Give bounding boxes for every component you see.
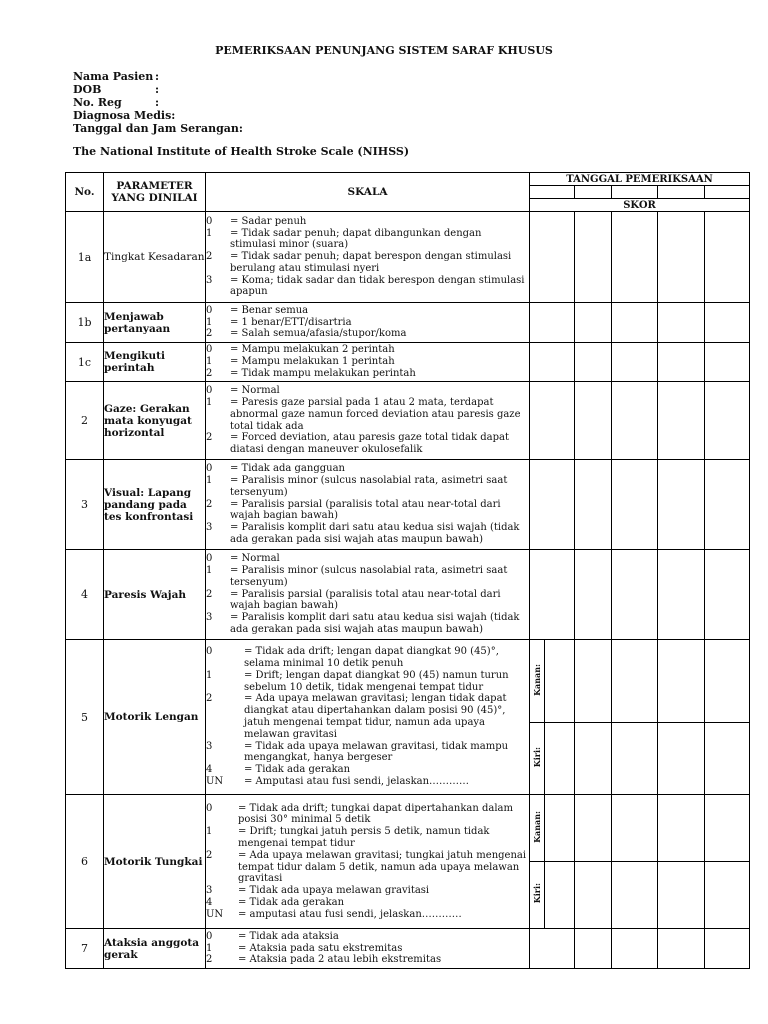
scale-option: [206, 305, 529, 317]
scale-option: [206, 553, 529, 565]
scale-option: [206, 317, 529, 329]
option-text: = Ada upaya melawan gravitasi; lengan tidak dapat diangkat atau dipertahankan dalam posisi 90 (45)°, jatuh mengenai tempat tidur, namun ada upaya melawan gravitasi: [244, 693, 507, 740]
option-text: = Mampu melakukan 1 perintah: [230, 356, 395, 368]
score-cell[interactable]: [612, 795, 658, 862]
option-code: 1: [206, 316, 213, 328]
score-cell[interactable]: [612, 303, 658, 343]
score-cell[interactable]: [575, 929, 612, 969]
score-cell[interactable]: [612, 723, 658, 795]
score-cell[interactable]: [575, 640, 612, 723]
option-text: = Tidak ada ataksia: [238, 930, 339, 942]
option-code: 2: [206, 693, 213, 705]
scale-option: [206, 251, 529, 275]
option-text: = Ataksia pada 2 atau lebih ekstremitas: [238, 954, 442, 966]
parameter-name: Motorik Tungkai: [104, 795, 206, 929]
row-number: 4: [66, 550, 104, 640]
option-text: = Mampu melakukan 2 perintah: [230, 344, 395, 356]
date-cell[interactable]: [658, 186, 705, 199]
option-code: 3: [206, 612, 213, 624]
scale-option: [206, 228, 529, 252]
option-code: 2: [206, 498, 213, 510]
dob-field[interactable]: [73, 83, 159, 96]
option-text: = Tidak ada gerakan: [244, 764, 351, 776]
option-code: 0: [206, 304, 213, 316]
option-text: = Tidak ada gangguan: [230, 463, 345, 475]
side-right: [530, 795, 545, 862]
scale-option: [206, 522, 529, 546]
field-separator: :: [155, 70, 160, 83]
scale-option: [206, 397, 529, 432]
option-text: = amputasi atau fusi sendi, jelaskan…………: [238, 908, 462, 920]
score-cell[interactable]: [705, 929, 750, 969]
scale-option: [206, 693, 529, 740]
scale-options: [206, 303, 530, 343]
score-cell[interactable]: [705, 723, 750, 795]
side-label: Kanan:: [532, 810, 542, 843]
score-cell[interactable]: [612, 929, 658, 969]
side-label: Kiri:: [532, 883, 542, 904]
score-cell[interactable]: [705, 550, 750, 640]
side-right: [530, 640, 545, 723]
score-cell[interactable]: [530, 212, 575, 303]
row-number: 1b: [66, 303, 104, 343]
option-code: 0: [206, 215, 213, 227]
score-cell[interactable]: [575, 862, 612, 929]
score-cell[interactable]: [658, 862, 705, 929]
option-code: 0: [206, 802, 213, 814]
score-cell[interactable]: [530, 929, 575, 969]
option-code: 2: [206, 588, 213, 600]
scale-option: [206, 764, 529, 776]
option-code: 3: [206, 274, 213, 286]
row-number: 7: [66, 929, 104, 969]
option-text: = Tidak ada drift; tungkai dapat dipertahankan dalam posisi 30° minimal 5 detik: [238, 802, 513, 826]
score-cell[interactable]: [658, 343, 705, 382]
score-cell[interactable]: [545, 795, 575, 862]
parameter-name: Ataksia anggota gerak: [104, 929, 206, 969]
option-code: 3: [206, 740, 213, 752]
option-code: UN: [206, 908, 224, 920]
scale-options: [206, 460, 530, 550]
row-number: 6: [66, 795, 104, 929]
score-cell[interactable]: [705, 795, 750, 862]
option-text: = Paresis gaze parsial pada 1 atau 2 mata, terdapat abnormal gaze namun forced deviation atau paresis gaze total tidak ada: [230, 396, 521, 432]
option-text: = Benar semua: [230, 304, 309, 316]
field-label: DOB: [73, 83, 102, 96]
option-code: 1: [206, 475, 213, 486]
option-code: 4: [206, 896, 213, 908]
option-text: = Drift; tungkai jatuh persis 5 detik, namun tidak mengenai tempat tidur: [238, 826, 490, 849]
scale-option: [206, 499, 529, 523]
score-cell[interactable]: [575, 382, 612, 460]
score-cell[interactable]: [530, 550, 575, 640]
score-cell[interactable]: [705, 460, 750, 550]
field-label: Tanggal dan Jam Serangan:: [73, 122, 243, 135]
option-text: = Amputasi atau fusi sendi, jelaskan…………: [244, 775, 470, 787]
score-cell[interactable]: [705, 862, 750, 929]
option-text: = Tidak sadar penuh; dapat berespon dengan stimulasi berulang atau stimulasi nyeri: [230, 251, 512, 274]
score-cell[interactable]: [658, 640, 705, 723]
option-text: = Ada upaya melawan gravitasi; tungkai jatuh mengenai tempat tidur dalam 5 detik, namun ada upaya melawan gravitasi: [238, 849, 527, 885]
scale-option: [206, 646, 529, 670]
header-skala: SKALA: [206, 173, 530, 212]
option-code: 0: [206, 930, 213, 942]
field-separator: :: [155, 83, 160, 96]
score-cell[interactable]: [658, 460, 705, 550]
header-no: No.: [66, 173, 104, 212]
date-cell[interactable]: [530, 186, 575, 199]
option-code: 1: [206, 942, 213, 954]
option-code: 0: [206, 385, 213, 397]
scale-option: [206, 741, 529, 765]
score-cell[interactable]: [575, 303, 612, 343]
row-number: 1a: [66, 212, 104, 303]
date-cell[interactable]: [612, 186, 658, 199]
score-cell[interactable]: [530, 343, 575, 382]
option-code: 1: [206, 356, 213, 368]
option-text: = Normal: [230, 553, 280, 565]
scale-option: [206, 589, 529, 613]
parameter-name: Visual: Lapang pandang pada tes konfrontasi: [104, 460, 206, 550]
parameter-name: Motorik Lengan: [104, 640, 206, 795]
score-cell[interactable]: [612, 212, 658, 303]
header-tanggal-pemeriksaan: TANGGAL PEMERIKSAAN: [530, 173, 750, 186]
option-code: 1: [206, 669, 213, 681]
field-separator: :: [155, 96, 160, 109]
option-code: 2: [206, 251, 213, 263]
scale-option: [206, 931, 529, 943]
option-code: 2: [206, 328, 213, 340]
scale-options: [206, 382, 530, 460]
scale-options: [206, 343, 530, 382]
option-text: = Paralisis minor (sulcus nasolabial rata, asimetri saat tersenyum): [230, 565, 508, 588]
option-code: 2: [206, 432, 213, 444]
header-parameter: [104, 173, 206, 212]
scale-option: [206, 216, 529, 228]
score-cell[interactable]: [612, 343, 658, 382]
date-cell[interactable]: [575, 186, 612, 199]
scale-option: [206, 909, 529, 921]
score-cell[interactable]: [658, 382, 705, 460]
scale-options: [206, 550, 530, 640]
option-text: = Tidak mampu melakukan perintah: [230, 367, 416, 379]
scale-option: [206, 356, 529, 368]
option-text: = Tidak ada upaya melawan gravitasi: [238, 885, 430, 897]
score-cell[interactable]: [705, 212, 750, 303]
option-text: = Tidak ada drift; lengan dapat diangkat 90 (45)°, selama minimal 10 detik penuh: [244, 646, 499, 670]
row-number: 1c: [66, 343, 104, 382]
parameter-name: Gaze: Gerakan mata konyugat horizontal: [104, 382, 206, 460]
score-cell[interactable]: [530, 460, 575, 550]
option-text: = Tidak sadar penuh; dapat dibangunkan dengan stimulasi minor (suara): [230, 227, 482, 251]
row-number: 2: [66, 382, 104, 460]
scale-option: [206, 368, 529, 380]
score-cell[interactable]: [530, 303, 575, 343]
parameter-name: Menjawab pertanyaan: [104, 303, 206, 343]
field-label: Diagnosa Medis:: [73, 109, 176, 122]
scale-option: [206, 328, 529, 340]
scale-option: [206, 803, 529, 827]
side-label: Kanan:: [532, 663, 542, 696]
option-code: 0: [206, 344, 213, 356]
scale-option: [206, 943, 529, 955]
score-cell[interactable]: [575, 723, 612, 795]
option-text: = Koma; tidak sadar dan tidak berespon dengan stimulasi apapun: [230, 274, 525, 298]
score-cell[interactable]: [658, 795, 705, 862]
diagnosis-field[interactable]: [73, 109, 175, 122]
header-parameter-label: PARAMETER YANG DINILAI: [111, 180, 198, 204]
reg-number-field[interactable]: [73, 96, 159, 109]
option-text: = Paralisis minor (sulcus nasolabial rata, asimetri saat tersenyum): [230, 475, 508, 498]
score-cell[interactable]: [575, 795, 612, 862]
scale-option: [206, 463, 529, 475]
option-text: = Tidak ada upaya melawan gravitasi, tidak mampu mengangkat, hanya bergeser: [244, 740, 509, 764]
parameter-name: Paresis Wajah: [104, 550, 206, 640]
score-cell[interactable]: [705, 382, 750, 460]
page-title: PEMERIKSAAN PENUNJANG SISTEM SARAF KHUSUS: [215, 44, 553, 57]
option-text: = Paralisis parsial (paralisis total atau near-total dari wajah bagian bawah): [230, 588, 501, 612]
option-text: = Paralisis komplit dari satu atau kedua sisi wajah (tidak ada gerakan pada sisi wajah atas maupun bawah): [230, 612, 520, 635]
onset-datetime-field[interactable]: [73, 122, 243, 135]
score-cell[interactable]: [575, 343, 612, 382]
option-text: = Sadar penuh: [230, 215, 307, 227]
side-left: [530, 723, 545, 795]
row-number: 3: [66, 460, 104, 550]
field-label: Nama Pasien: [73, 70, 154, 83]
option-code: 0: [206, 553, 213, 565]
option-text: = Paralisis parsial (paralisis total atau near-total dari wajah bagian bawah): [230, 498, 501, 522]
option-code: 2: [206, 367, 213, 379]
option-code: UN: [206, 775, 224, 787]
score-cell[interactable]: [705, 640, 750, 723]
score-cell[interactable]: [530, 382, 575, 460]
side-label: Kiri:: [532, 746, 542, 768]
scale-option: [206, 670, 529, 694]
scale-option: [206, 826, 529, 850]
scale-option: [206, 612, 529, 636]
score-cell[interactable]: [612, 550, 658, 640]
option-code: 0: [206, 646, 213, 658]
scale-option: [206, 475, 529, 499]
scale-options: [206, 795, 530, 929]
parameter-name: Mengikuti perintah: [104, 343, 206, 382]
scale-option: [206, 885, 529, 897]
score-cell[interactable]: [612, 862, 658, 929]
option-text: = Drift; lengan dapat diangkat 90 (45) namun turun sebelum 10 detik, tidak mengenai tempat tidur: [244, 669, 509, 693]
scale-options: [206, 929, 530, 969]
option-code: 1: [206, 227, 213, 239]
score-cell[interactable]: [575, 460, 612, 550]
field-label: No. Reg: [73, 96, 122, 109]
option-text: = Paralisis komplit dari satu atau kedua sisi wajah (tidak ada gerakan pada sisi wajah atas maupun bawah): [230, 522, 520, 545]
score-cell[interactable]: [545, 640, 575, 723]
score-cell[interactable]: [658, 212, 705, 303]
scale-option: [206, 385, 529, 397]
option-text: = Forced deviation, atau paresis gaze total tidak dapat diatasi dengan maneuver okulosefalik: [230, 432, 509, 456]
scale-option: [206, 275, 529, 299]
row-number: 5: [66, 640, 104, 795]
scale-options: [206, 212, 530, 303]
parameter-name: Tingkat Kesadaran: [104, 212, 206, 303]
option-text: = Salah semua/afasia/stupor/koma: [230, 328, 407, 340]
option-code: 2: [206, 849, 213, 861]
score-cell[interactable]: [658, 723, 705, 795]
score-cell[interactable]: [658, 929, 705, 969]
score-cell[interactable]: [545, 723, 575, 795]
score-cell[interactable]: [705, 343, 750, 382]
option-code: 0: [206, 463, 213, 475]
scale-option: [206, 897, 529, 909]
scale-option: [206, 565, 529, 589]
nihss-table: [65, 172, 750, 969]
option-text: = Ataksia pada satu ekstremitas: [238, 942, 403, 954]
score-cell[interactable]: [575, 212, 612, 303]
score-cell[interactable]: [575, 550, 612, 640]
header-skor: SKOR: [530, 199, 750, 212]
option-text: = 1 benar/ETT/disartria: [230, 316, 352, 328]
score-cell[interactable]: [705, 303, 750, 343]
option-code: 3: [206, 522, 213, 534]
score-cell[interactable]: [612, 640, 658, 723]
scale-option: [206, 432, 529, 456]
option-code: 1: [206, 565, 213, 576]
scale-option: [206, 344, 529, 356]
date-cell[interactable]: [705, 186, 750, 199]
option-text: = Tidak ada gerakan: [238, 896, 345, 908]
scale-option: [206, 850, 529, 885]
scale-title: The National Institute of Health Stroke Scale (NIHSS): [73, 145, 410, 158]
option-code: 2: [206, 954, 213, 966]
score-cell[interactable]: [658, 303, 705, 343]
scale-option: [206, 776, 529, 788]
option-code: 1: [206, 396, 213, 408]
option-code: 3: [206, 885, 213, 897]
option-text: = Normal: [230, 385, 280, 397]
side-left: [530, 862, 545, 929]
score-cell[interactable]: [612, 382, 658, 460]
scale-option: [206, 954, 529, 966]
score-cell[interactable]: [545, 862, 575, 929]
score-cell[interactable]: [658, 550, 705, 640]
patient-name-field[interactable]: [73, 70, 159, 83]
option-code: 1: [206, 826, 213, 838]
scale-options: [206, 640, 530, 795]
option-code: 4: [206, 764, 213, 776]
score-cell[interactable]: [612, 460, 658, 550]
